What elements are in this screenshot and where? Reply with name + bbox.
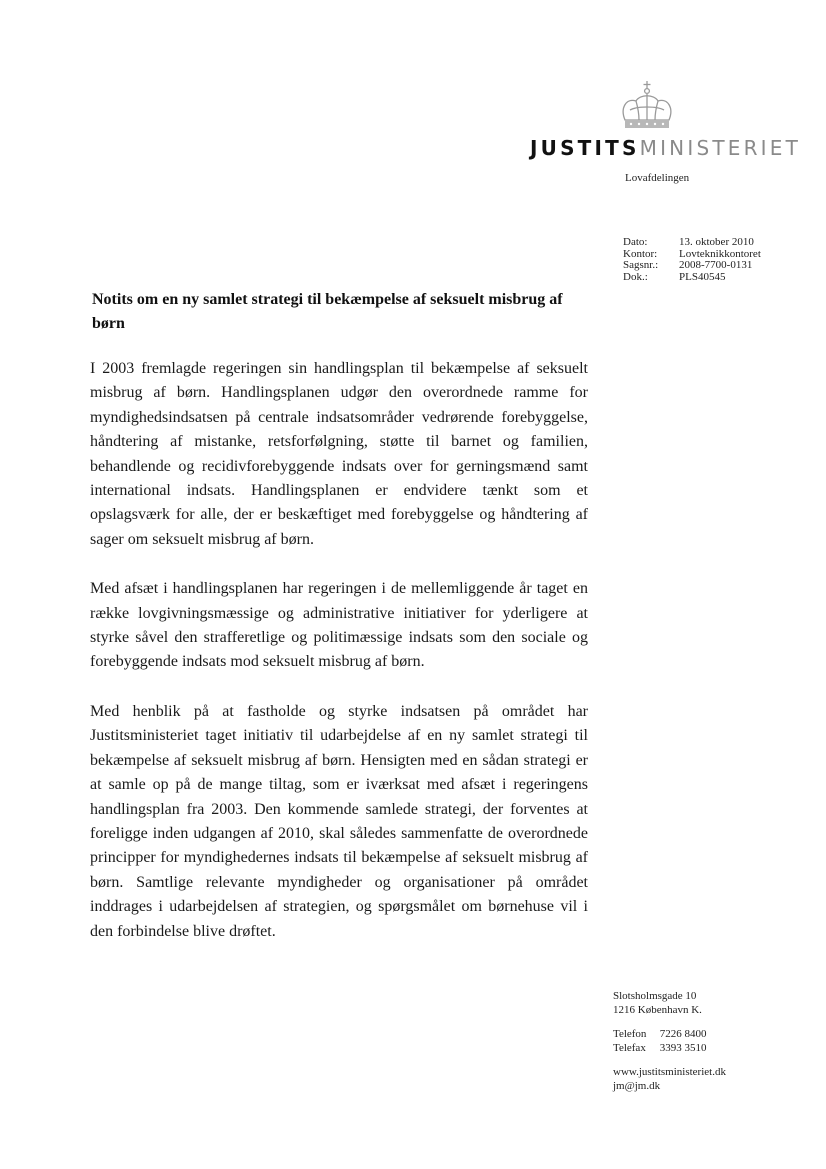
email-link[interactable]: jm@jm.dk [613, 1079, 661, 1092]
body-paragraph: I 2003 fremlagde regeringen sin handlingsplan til bekæmpelse af seksuelt misbrug af børn. Handlingsplanen udgør den overordnede ramme for myndighedsindsatsen på centrale indsatsområder vedrørende forebyggelse, håndtering af mistanke, retsforfølgning, støtte til barnet og familien, behandlende og recidivforebyggende indsats over for gerningsmænd samt international indsats. Handlingsplanen er endvidere tænkt som et opslagsværk for alle, der er beskæftiget med forebyggelse og håndtering af sager om seksuelt misbrug af børn. [90, 360, 588, 548]
meta-value: PLS40545 [679, 270, 726, 283]
web-contact [613, 1066, 726, 1093]
meta-value: 2008-7700-0131 [679, 259, 753, 271]
phone-fax [613, 1028, 726, 1055]
document-body [90, 357, 588, 969]
meta-value: 13. oktober 2010 [679, 236, 754, 248]
meta-row-document [623, 272, 761, 284]
document-metadata [623, 237, 761, 283]
meta-label: Kontor: [623, 247, 658, 260]
body-paragraph: Med henblik på at fastholde og styrke indsatsen på området har Justitsministeriet taget initiativ til udarbejdelse af en ny samlet strategi til bekæmpelse af seksuelt misbrug af børn. Hensigten med en sådan strategi er at samle op på de mange tiltag, som er iværksat med afsæt i regeringens handlingsplan fra 2003. Den kommende samlede strategi, der forventes at foreligge inden udgangen af 2010, skal således sammenfatte de overordnede principper for myndighedernes indsats til bekæmpelse af seksuelt misbrug af børn. Samtlige relevante myndigheder og organisationer på området inddrages i udarbejdelsen af strategien, og spørgsmålet om børnehuse vil i den forbindelse blive drøftet. [90, 702, 588, 940]
contact-address [613, 990, 726, 1104]
fax-line [613, 1042, 726, 1056]
fax-label: Telefax [613, 1041, 646, 1054]
city-address: 1216 København K. [613, 1003, 702, 1016]
ministry-name-bold: JUSTITS [530, 136, 640, 160]
document-title: Notits om en ny samlet strategi til bekæmpelse af seksuelt misbrug af børn [92, 291, 563, 332]
meta-label: Dato: [623, 236, 648, 248]
ministry-wordmark [530, 136, 801, 160]
crown-logo-icon [617, 80, 677, 130]
street-address: Slotsholmsgade 10 [613, 990, 697, 1002]
meta-label: Sagsnr.: [623, 259, 659, 271]
phone-label: Telefon [613, 1028, 647, 1040]
ministry-name-light: MINISTERIET [639, 136, 802, 160]
meta-label: Dok.: [623, 270, 648, 283]
fax-number: 3393 3510 [659, 1041, 707, 1054]
meta-row-case-number [623, 260, 761, 272]
phone-number: 7226 8400 [659, 1028, 707, 1040]
phone-line [613, 1028, 726, 1042]
website-link[interactable]: www.justitsministeriet.dk [613, 1066, 726, 1078]
meta-value: Lovteknikkontoret [679, 247, 761, 260]
department-name: Lovafdelingen [625, 172, 690, 184]
body-paragraph: Med afsæt i handlingsplanen har regeringen i de mellemliggende år taget en række lovgivningsmæssige og administrative initiativer for yderligere at styrke såvel den strafferetlige og politimæssige indsats som den sociale og forebyggende indsats mod seksuelt misbrug af børn. [90, 580, 588, 671]
meta-row-date [623, 237, 761, 249]
postal-address [613, 990, 726, 1017]
